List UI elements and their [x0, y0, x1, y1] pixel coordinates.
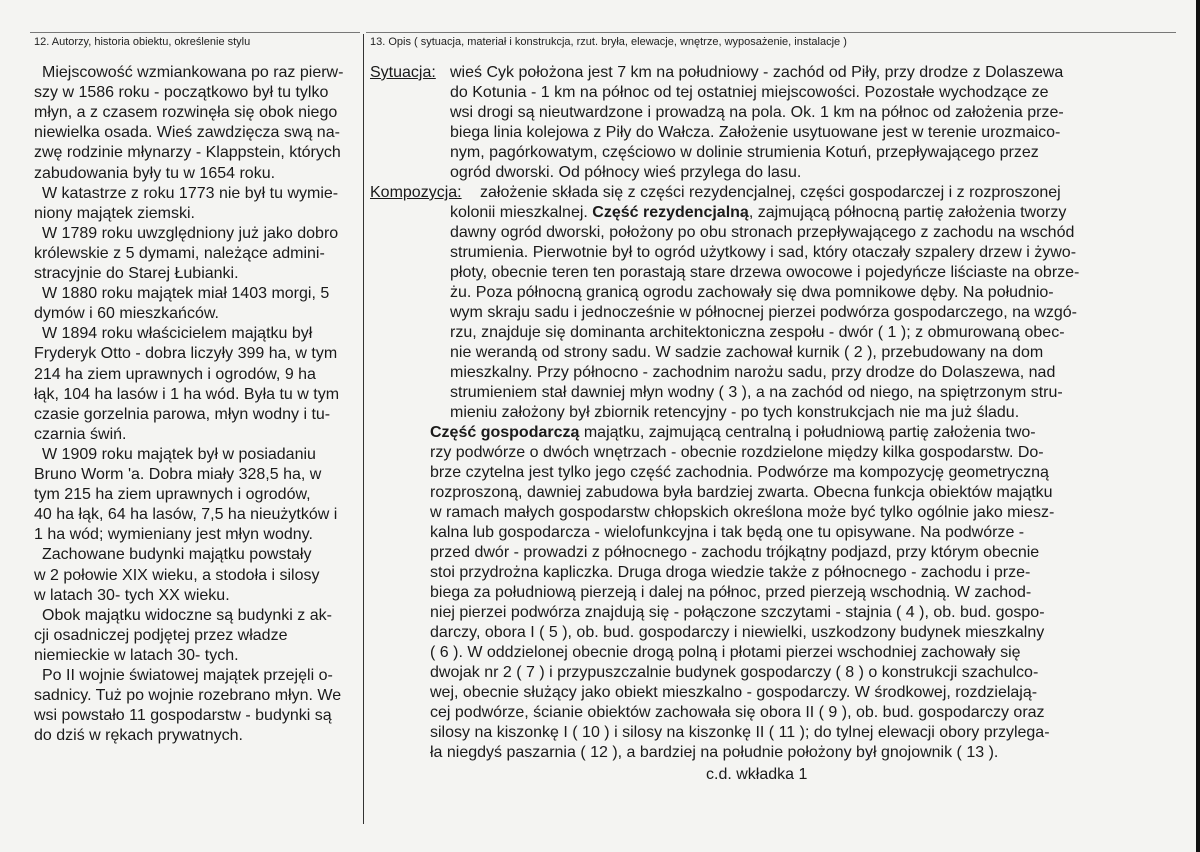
history-line: czarnia świń. — [34, 425, 127, 443]
description-line: biega linia kolejowa z Piły do Wałcza. Założenie usytuowane jest w terenie urozmaico- — [450, 124, 1061, 141]
label-kompozycja: Kompozycja: — [370, 184, 462, 201]
history-line: w latach 30- tych XX wieku. — [34, 586, 230, 604]
description-line: wieś Cyk położona jest 7 km na południowy - zachód od Piły, przy drodze z Dolaszewa — [450, 64, 1064, 81]
description-line: silosy na kiszonkę I ( 10 ) i silosy na kiszonkę II ( 11 ); do tylnej elewacji obory przylega- — [430, 724, 1050, 741]
description-line: nie werandą od strony sadu. W sadzie zachował kurnik ( 2 ), przebudowany na dom — [450, 344, 1044, 361]
description-line: ogród dworski. Od północy wieś przylega do lasu. — [450, 164, 802, 181]
label-sytuacja: Sytuacja: — [370, 64, 436, 81]
description-line: wym skraju sadu i jednocześnie w północnej pierzei podwórza gospodarczego, na wzgó- — [450, 304, 1078, 321]
history-line: W katastrze z roku 1773 nie był tu wymie- — [42, 184, 339, 202]
description-line: niej pierzei podwórza znajdują się - połączone szczytami - stajnia ( 4 ), ob. bud. gospo- — [430, 604, 1045, 621]
description-line: kalna lub gospodarcza - wielofunkcyjna i tak będą one tu opisywane. Na podwórze - — [430, 524, 1025, 541]
description-line: rzy podwórze o dwóch wnętrzach - obecnie rozdzielone między kilka gospodarstw. Do- — [430, 444, 1044, 461]
gosp-first-rest: majątku, zajmującą centralną i południową partię założenia two- — [579, 424, 1036, 441]
description-line: strumieniem stał dawniej młyn wodny ( 3 ), a na zachód od niego, na spiętrzonym stru- — [450, 384, 1063, 401]
history-line: Bruno Worm 'a. Dobra miały 328,5 ha, w — [34, 466, 322, 483]
kompozycja-first-line: założenie składa się z części rezydencjalnej, części gospodarczej i z rozproszonej — [480, 184, 1061, 201]
description-line: żu. Poza północną granicą ogrodu zachowały się dwa pomnikowe dęby. Na południo- — [450, 284, 1054, 301]
description-line: wej, obecnie służący jako obiekt mieszkalno - gospodarczy. W środkowej, rozdzielają- — [430, 684, 1038, 701]
history-line: młyn, a z czasem rozwinęła się obok niego — [34, 104, 338, 122]
history-line: niony majątek ziemski. — [34, 204, 195, 222]
history-line: Fryderyk Otto - dobra liczyły 399 ha, w tym — [34, 345, 338, 363]
description-line: stoi przydrożna kapliczka. Druga droga wiedzie także z północnego - zachodu i prze- — [430, 564, 1031, 581]
history-line: Obok majątku widoczne są budynki z ak- — [42, 606, 332, 624]
gospodarcza-first-line — [430, 424, 1036, 442]
kompozycja-second-line — [450, 204, 1066, 222]
history-line: 40 ha łąk, 64 ha lasów, 7,5 ha nieużytków i — [34, 506, 338, 524]
history-line: tym 215 ha ziem uprawnych i ogrodów, — [34, 486, 311, 504]
description-line: rozproszoną, dawniej zabudowa była bardziej zwarta. Obecna funkcja obiektów majątku — [430, 484, 1053, 501]
description-line: do Kotunia - 1 km na północ od tej ostatniej miejscowości. Pozostałe wychodzące ze — [450, 84, 1049, 101]
history-line: dymów i 60 mieszkańców. — [34, 305, 219, 323]
czesc-gospodarcza-heading: Część gospodarczą — [430, 424, 580, 441]
description-line: ( 6 ). W oddzielonej obecnie drogą polną i płotami pierzei wschodniej zachowały się — [430, 644, 1021, 661]
history-line: czasie gorzelnia parowa, młyn wodny i tu- — [34, 405, 331, 423]
history-line: do dziś w rękach prywatnych. — [34, 727, 243, 745]
history-line: W 1894 roku właścicielem majątku był — [42, 325, 313, 343]
history-line: w 2 połowie XIX wieku, a stodoła i silosy — [34, 566, 320, 584]
czesc-rezydencjalna-heading: Część rezydencjalną — [592, 204, 749, 221]
column-divider — [363, 34, 364, 824]
history-line: sadnicy. Tuż po wojnie rozebrano młyn. We — [34, 687, 342, 705]
description-line: cej podwórze, ścianie obiektów zachowała się obora II ( 9 ), ob. bud. gospodarczy oraz — [430, 704, 1045, 721]
history-line: zwę rodzinie młynarzy - Klappstein, których — [34, 144, 341, 162]
description-line: w ramach małych gospodarstw chłopskich określona może być tylko ogólnie jako miesz- — [430, 504, 1055, 521]
history-line: Zachowane budynki majątku powstały — [42, 546, 312, 564]
history-line: zabudowania były tu w 1654 roku. — [34, 164, 276, 182]
description-line: strumienia. Pierwotnie był to ogród użytkowy i sad, który otaczały szpalery drzew i żywo- — [450, 244, 1077, 261]
history-line: 1 ha wód; wymieniany jest młyn wodny. — [34, 526, 313, 544]
history-line: Po II wojnie światowej majątek przejęli o- — [42, 667, 333, 684]
header-authors-history: 12. Autorzy, historia obiektu, określenie stylu — [34, 36, 251, 48]
description-line: darczy, obora I ( 5 ), ob. bud. gospodarczy i niewielki, uszkodzony budynek mieszkalny — [430, 624, 1045, 641]
description-line: przed dwór - prowadzi z północnego - zachodu trójkątny podjazd, przy którym obecnie — [430, 544, 1040, 561]
history-line: królewskie z 5 dymami, należące admini- — [34, 244, 325, 262]
continuation-note: c.d. wkładka 1 — [706, 766, 808, 783]
history-line: łąk, 104 ha lasów i 1 ha wód. Była tu w tym — [34, 385, 340, 403]
description-line: wsi drogi są nieutwardzone i prowadzą na pola. Ok. 1 km na północ od założenia prze- — [450, 104, 1064, 121]
history-line: Miejscowość wzmiankowana po raz pierw- — [42, 64, 344, 81]
description-line: dawny ogród dworski, położony po obu stronach przepływającego z zachodu na wschód — [450, 224, 1075, 241]
header-rule-right — [366, 32, 1176, 33]
history-line: wsi powstało 11 gospodarstw - budynki są — [34, 707, 332, 725]
history-line: W 1909 roku majątek był w posiadaniu — [42, 445, 316, 463]
history-line: niemieckie w latach 30- tych. — [34, 646, 239, 664]
description-line: mieniu założony był zbiornik retencyjny - po tych konstrukcjach nie ma już śladu. — [450, 404, 1020, 421]
komp-second-a: kolonii mieszkalnej. — [450, 204, 593, 221]
description-line: dwojak nr 2 ( 7 ) i przypuszczalnie budynek gospodarczy ( 8 ) o konstrukcji szachulco- — [430, 664, 1039, 681]
komp-second-b: , zajmującą północną partię założenia tworzy — [748, 204, 1067, 221]
description-line: płoty, obecnie teren ten porastają stare drzewa owocowe i pojedyńcze liściaste na obrze- — [450, 264, 1080, 281]
history-line: W 1880 roku majątek miał 1403 morgi, 5 — [42, 285, 330, 303]
history-line: szy w 1586 roku - początkowo był tu tylko — [34, 84, 329, 102]
description-line: mieszkalny. Przy północno - zachodnim narożu sadu, przy drodze do Dolaszewa, nad — [450, 364, 1056, 381]
description-line: biega za południową pierzeją i dalej na północ, przed pierzeją wschodnią. W zachod- — [430, 584, 1032, 601]
scan-edge — [1196, 0, 1200, 852]
history-line: stracyjnie do Starej Łubianki. — [34, 265, 239, 282]
history-line: niewielka osada. Wieś zawdzięcza swą na- — [34, 124, 340, 142]
history-line: cji osadniczej podjętej przez władze — [34, 626, 288, 644]
description-line: brze czytelna jest tylko jego część zachodnia. Podwórze ma kompozycję geometryczną — [430, 464, 1049, 481]
header-description: 13. Opis ( sytuacja, materiał i konstrukcja, rzut. bryła, elewacje, wnętrze, wyposażenie, instalacje ) — [370, 36, 847, 48]
history-line: W 1789 roku uwzględniony już jako dobro — [42, 224, 339, 242]
description-line: rzu, znajduje się dominanta architektoniczna zespołu - dwór ( 1 ); z obmurowaną obec- — [450, 324, 1065, 341]
description-line: ła niegdyś paszarnia ( 12 ), a bardziej na południe położony był gnojownik ( 13 ). — [430, 744, 999, 761]
description-line: nym, pagórkowatym, częściowo w dolinie strumienia Kotuń, przepływającego przez — [450, 144, 1039, 161]
header-rule-left — [30, 32, 360, 33]
history-line: 214 ha ziem uprawnych i ogrodów, 9 ha — [34, 365, 316, 383]
